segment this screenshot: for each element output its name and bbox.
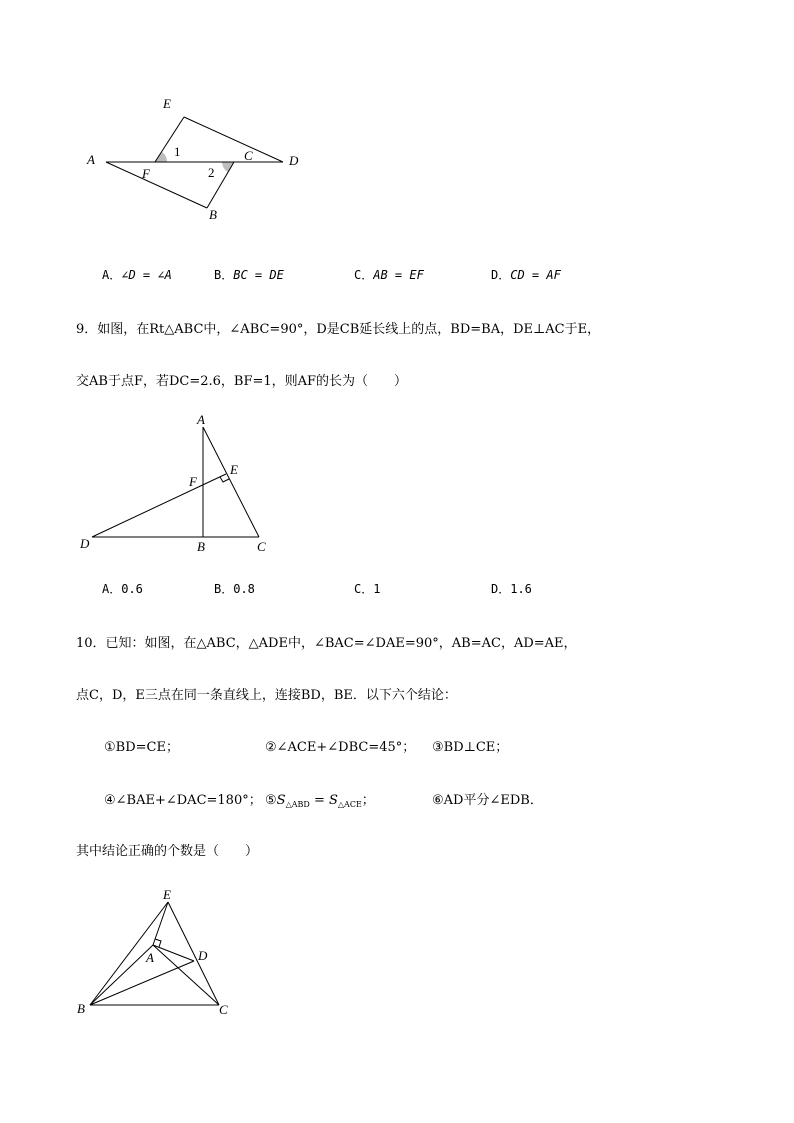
label-C: C bbox=[244, 148, 253, 163]
label-C: C bbox=[219, 1002, 228, 1017]
q9-option-b[interactable]: B．0.8 bbox=[214, 582, 255, 596]
segment-BD bbox=[90, 961, 194, 1005]
label-2: 2 bbox=[208, 165, 215, 180]
label-F: F bbox=[189, 474, 197, 489]
segment-AC bbox=[153, 945, 219, 1005]
label-D: D bbox=[198, 948, 208, 963]
label-D: D bbox=[289, 153, 299, 168]
q10-conclusion-1: ①BD=CE； bbox=[104, 740, 179, 755]
label-F: F bbox=[142, 166, 150, 181]
q10-stem-line1: 10．已知：如图，在△ABC，△ADE中，∠BAC=∠DAE=90°，AB=AC，AD=AE， bbox=[76, 636, 577, 651]
label-A: A bbox=[146, 950, 154, 965]
q9-stem-line2: 交AB于点F，若DC=2.6，BF=1，则AF的长为（ ） bbox=[76, 374, 408, 389]
segment-AE bbox=[153, 902, 168, 945]
segment-AD bbox=[153, 945, 194, 961]
q9-option-c[interactable]: C．1 bbox=[354, 582, 381, 596]
segment-BE bbox=[90, 902, 168, 1005]
q10-conclusion-4: ④∠BAE+∠DAC=180°； bbox=[104, 793, 262, 808]
label-A: A bbox=[197, 412, 205, 427]
q9-option-a[interactable]: A．0.6 bbox=[102, 582, 143, 596]
label-B: B bbox=[197, 539, 205, 554]
label-D: D bbox=[80, 536, 90, 551]
q10-conclusion-6: ⑥AD平分∠EDB． bbox=[432, 793, 543, 808]
segment-AB bbox=[90, 945, 153, 1005]
q8-option-b[interactable]: B．BC = DE bbox=[214, 268, 284, 282]
label-1: 1 bbox=[174, 144, 181, 159]
q10-conclusion-2: ②∠ACE+∠DBC=45°； bbox=[265, 740, 416, 755]
q9-option-d[interactable]: D．1.6 bbox=[491, 582, 532, 596]
q10-conclusion-3: ③BD⊥CE； bbox=[432, 740, 509, 755]
label-A: A bbox=[87, 152, 95, 167]
label-C: C bbox=[257, 539, 266, 554]
label-E: E bbox=[163, 96, 171, 111]
label-B: B bbox=[77, 1001, 85, 1016]
q8-option-d[interactable]: D．CD = AF bbox=[491, 268, 561, 282]
label-E: E bbox=[230, 462, 238, 477]
q10-stem-line2: 点C，D，E三点在同一条直线上，连接BD，BE．以下六个结论： bbox=[76, 688, 457, 703]
q8-option-c[interactable]: C．AB = EF bbox=[354, 268, 424, 282]
q10-question-line: 其中结论正确的个数是（ ） bbox=[76, 844, 259, 859]
q9-stem-line1: 9．如图，在Rt△ABC中，∠ABC=90°，D是CB延长线上的点，BD=BA，DE⊥AC于E， bbox=[76, 322, 601, 337]
q10-conclusion-5: $⑤S_{\triangle ABD} = S_{\triangle ACE}$； bbox=[265, 793, 375, 809]
label-B: B bbox=[209, 207, 217, 222]
label-E: E bbox=[163, 887, 171, 902]
q8-option-a[interactable]: A．∠D = ∠A bbox=[102, 268, 172, 282]
